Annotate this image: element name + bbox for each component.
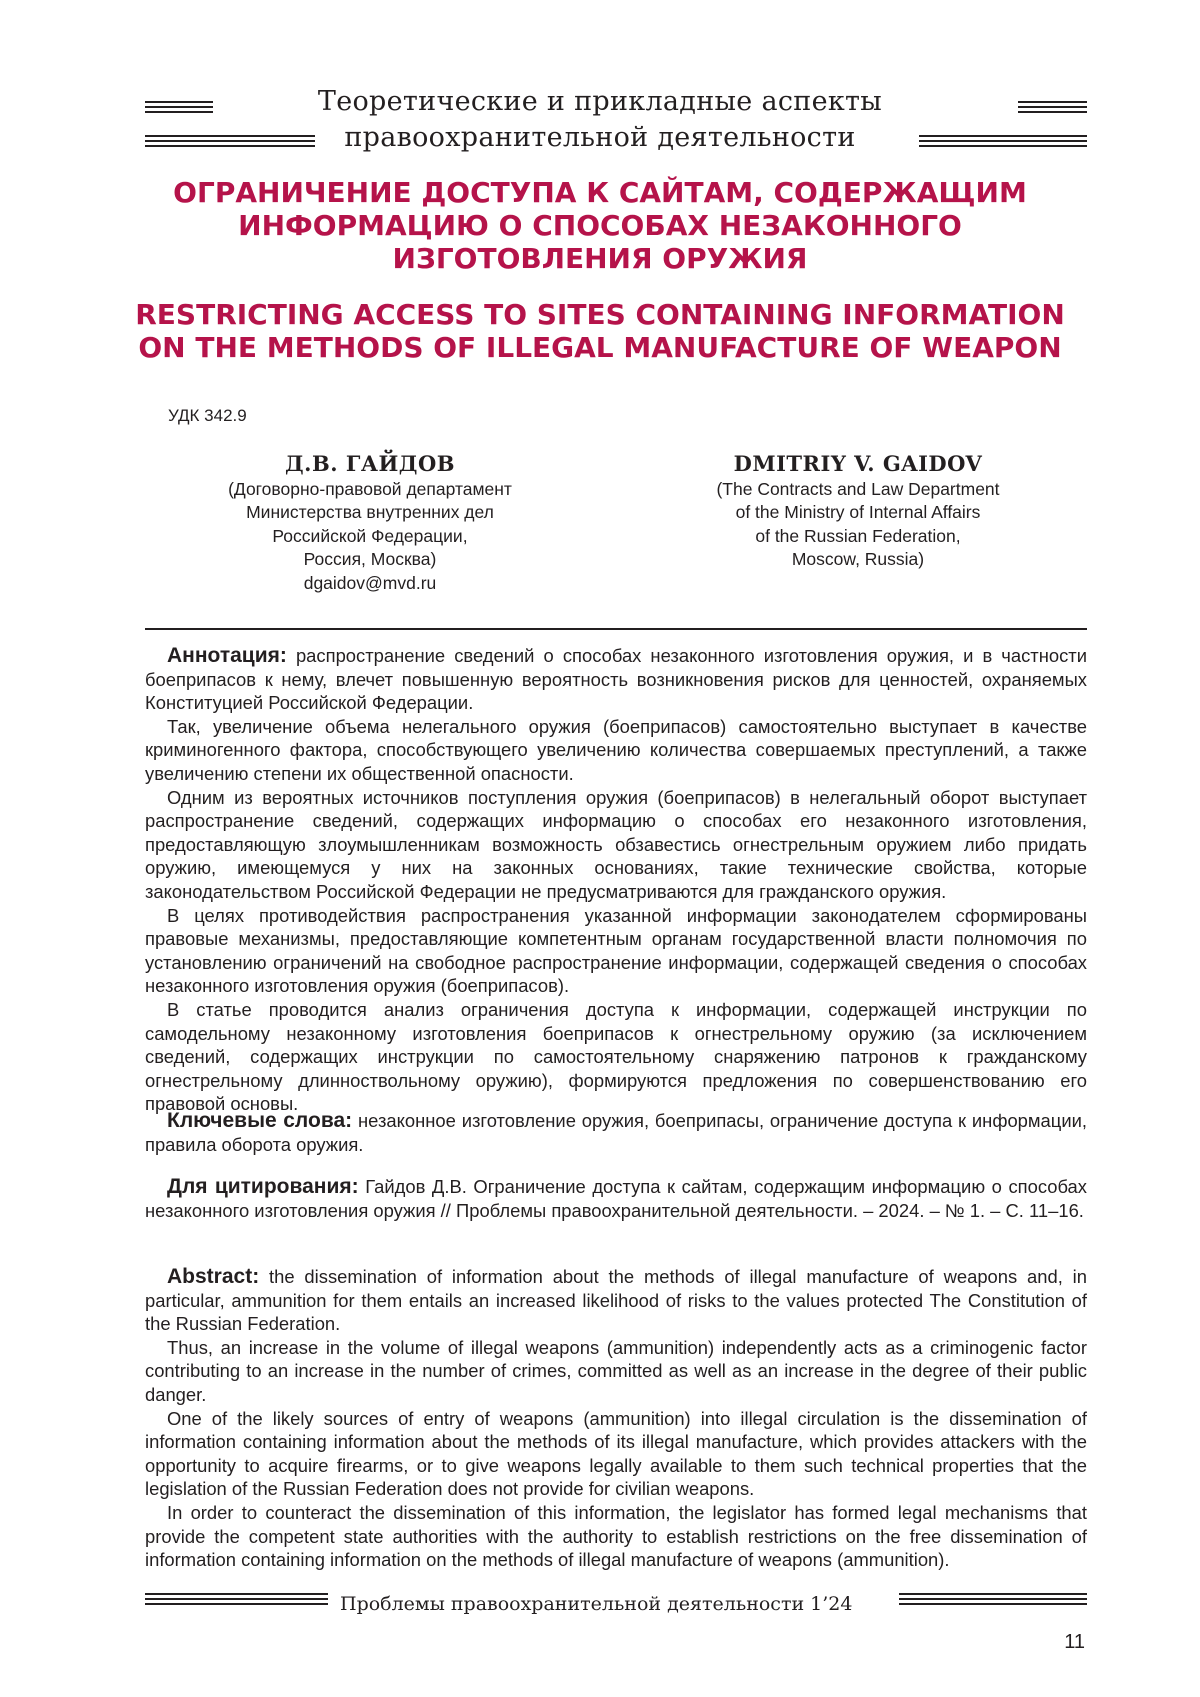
abstract-label: Abstract: bbox=[167, 1265, 260, 1288]
affiliation-line: Российской Федерации, bbox=[272, 525, 468, 546]
footer-rule-right bbox=[899, 1593, 1087, 1608]
abstract-p2: Thus, an increase in the volume of illegal weapons (ammunition) independently acts as a criminogenic factor contributing to an increase in the number of crimes, committed as well as an increase in the degree of their public danger. bbox=[145, 1336, 1087, 1405]
udk-code: УДК 342.9 bbox=[168, 406, 247, 425]
page-number: 11 bbox=[1064, 1631, 1085, 1653]
section-divider bbox=[145, 628, 1087, 630]
title-en-line: RESTRICTING ACCESS TO SITES CONTAINING INFORMATION bbox=[135, 298, 1065, 331]
citation-text: Гайдов Д.В. Ограничение доступа к сайтам, содержащим информацию о способах незаконного изготовления оружия // Проблемы правоохранительной деятельности. – 2024. – № 1. – С. 11–16. bbox=[145, 1176, 1087, 1221]
footer-journal-name: Проблемы правоохранительной деятельности 1’24 bbox=[340, 1593, 853, 1615]
annotation-block bbox=[145, 644, 1087, 1116]
annotation-p5: В статье проводится анализ ограничения доступа к информации, содержащей инструкции по самодельному незаконному изготовления боеприпасов к огнестрельному оружию (за исключением сведений, содержащих инструкции по самостоятельному снаряжению патронов к гражданскому огнестрельному длинноствольному оружию), формируются предложения по совершенствованию его правовой основы. bbox=[145, 998, 1087, 1115]
annotation-p1: распространение сведений о способах незаконного изготовления оружия, и в частности боеприпасов к нему, влечет повышенную вероятность возникновения рисков для ценностей, охраняемых Конституцией Российской Федерации. bbox=[145, 645, 1087, 714]
author-name-ru: Д.В. ГАЙДОВ bbox=[284, 451, 455, 476]
journal-header-line2: правоохранительной деятельности bbox=[344, 122, 856, 153]
article-title-ru bbox=[0, 176, 1200, 275]
author-en bbox=[648, 452, 1068, 572]
affiliation-line: (The Contracts and Law Department bbox=[716, 478, 1000, 499]
affiliation-line: Россия, Москва) bbox=[303, 549, 437, 569]
annotation-p4: В целях противодействия распространения указанной информации законодателем сформированы правовые механизмы, предоставляющие компетентным органам государственной власти полномочия по установлению ограничений на свободное распространение информации, содержащей сведения о способах незаконного изготовления оружия (боеприпасов). bbox=[145, 904, 1087, 997]
title-en-line: ON THE METHODS OF ILLEGAL MANUFACTURE OF WEAPON bbox=[138, 331, 1062, 364]
abstract-block bbox=[145, 1265, 1087, 1572]
citation-label: Для цитирования: bbox=[167, 1175, 359, 1198]
affiliation-line: (Договорно-правовой департамент bbox=[228, 478, 512, 499]
affiliation-line: of the Russian Federation, bbox=[755, 525, 961, 546]
annotation-p2: Так, увеличение объема нелегального оружия (боеприпасов) самостоятельно выступает в качестве криминогенного фактора, способствующего увеличению количества совершаемых преступлений, а также увеличению степени их общественной опасности. bbox=[145, 715, 1087, 784]
affiliation-line: Министерства внутренних дел bbox=[246, 502, 494, 522]
annotation-p3: Одним из вероятных источников поступления оружия (боеприпасов) в нелегальный оборот выступает распространение сведений, содержащих информацию о способах его незаконного изготовления, предоставляющую злоумышленникам возможность обзавестись огнестрельным оружием либо придать оружию, имеющемуся у них на законных основаниях, такие технические свойства, которые законодательством Российской Федерации не предусматриваются для гражданского оружия. bbox=[145, 786, 1087, 902]
abstract-p3: One of the likely sources of entry of weapons (ammunition) into illegal circulation is the dissemination of information containing information about the methods of its illegal manufacture, which provides attackers with the opportunity to acquire firearms, or to give weapons legally available to them such technical properties that the legislation of the Russian Federation does not provide for civilian weapons. bbox=[145, 1407, 1087, 1500]
footer-rule-left bbox=[145, 1593, 328, 1608]
abstract-p4: In order to counteract the dissemination of this information, the legislator has formed legal mechanisms that provide the competent state authorities with the authority to establish restrictions on the free dissemination of information containing information on the methods of illegal manufacture of weapons (ammunition). bbox=[145, 1501, 1087, 1571]
journal-header-line1: Теоретические и прикладные аспекты bbox=[317, 86, 883, 117]
affiliation-line: of the Ministry of Internal Affairs bbox=[735, 502, 981, 522]
author-email[interactable]: dgaidov@mvd.ru bbox=[303, 572, 437, 593]
author-ru bbox=[160, 452, 580, 595]
title-ru-line: ИЗГОТОВЛЕНИЯ ОРУЖИЯ bbox=[392, 242, 808, 275]
keywords-text: незаконное изготовление оружия, боеприпасы, ограничение доступа к информации, правила оборота оружия. bbox=[145, 1110, 1087, 1155]
affiliation-line: Moscow, Russia) bbox=[791, 549, 925, 569]
abstract-p1: the dissemination of information about the methods of illegal manufacture of weapons and, in particular, ammunition for them entails an increased likelihood of risks to the values protected The Constitution of the Russian Federation. bbox=[145, 1266, 1087, 1335]
keywords-block bbox=[145, 1109, 1087, 1156]
author-name-en: DMITRIY V. GAIDOV bbox=[733, 451, 983, 476]
title-ru-line: ИНФОРМАЦИЮ О СПОСОБАХ НЕЗАКОННОГО bbox=[238, 209, 962, 242]
keywords-label: Ключевые слова: bbox=[167, 1109, 353, 1132]
annotation-label: Аннотация: bbox=[167, 644, 287, 667]
citation-block bbox=[145, 1175, 1087, 1222]
title-ru-line: ОГРАНИЧЕНИЕ ДОСТУПА К САЙТАМ, СОДЕРЖАЩИМ bbox=[173, 176, 1027, 209]
article-title-en bbox=[0, 298, 1200, 364]
